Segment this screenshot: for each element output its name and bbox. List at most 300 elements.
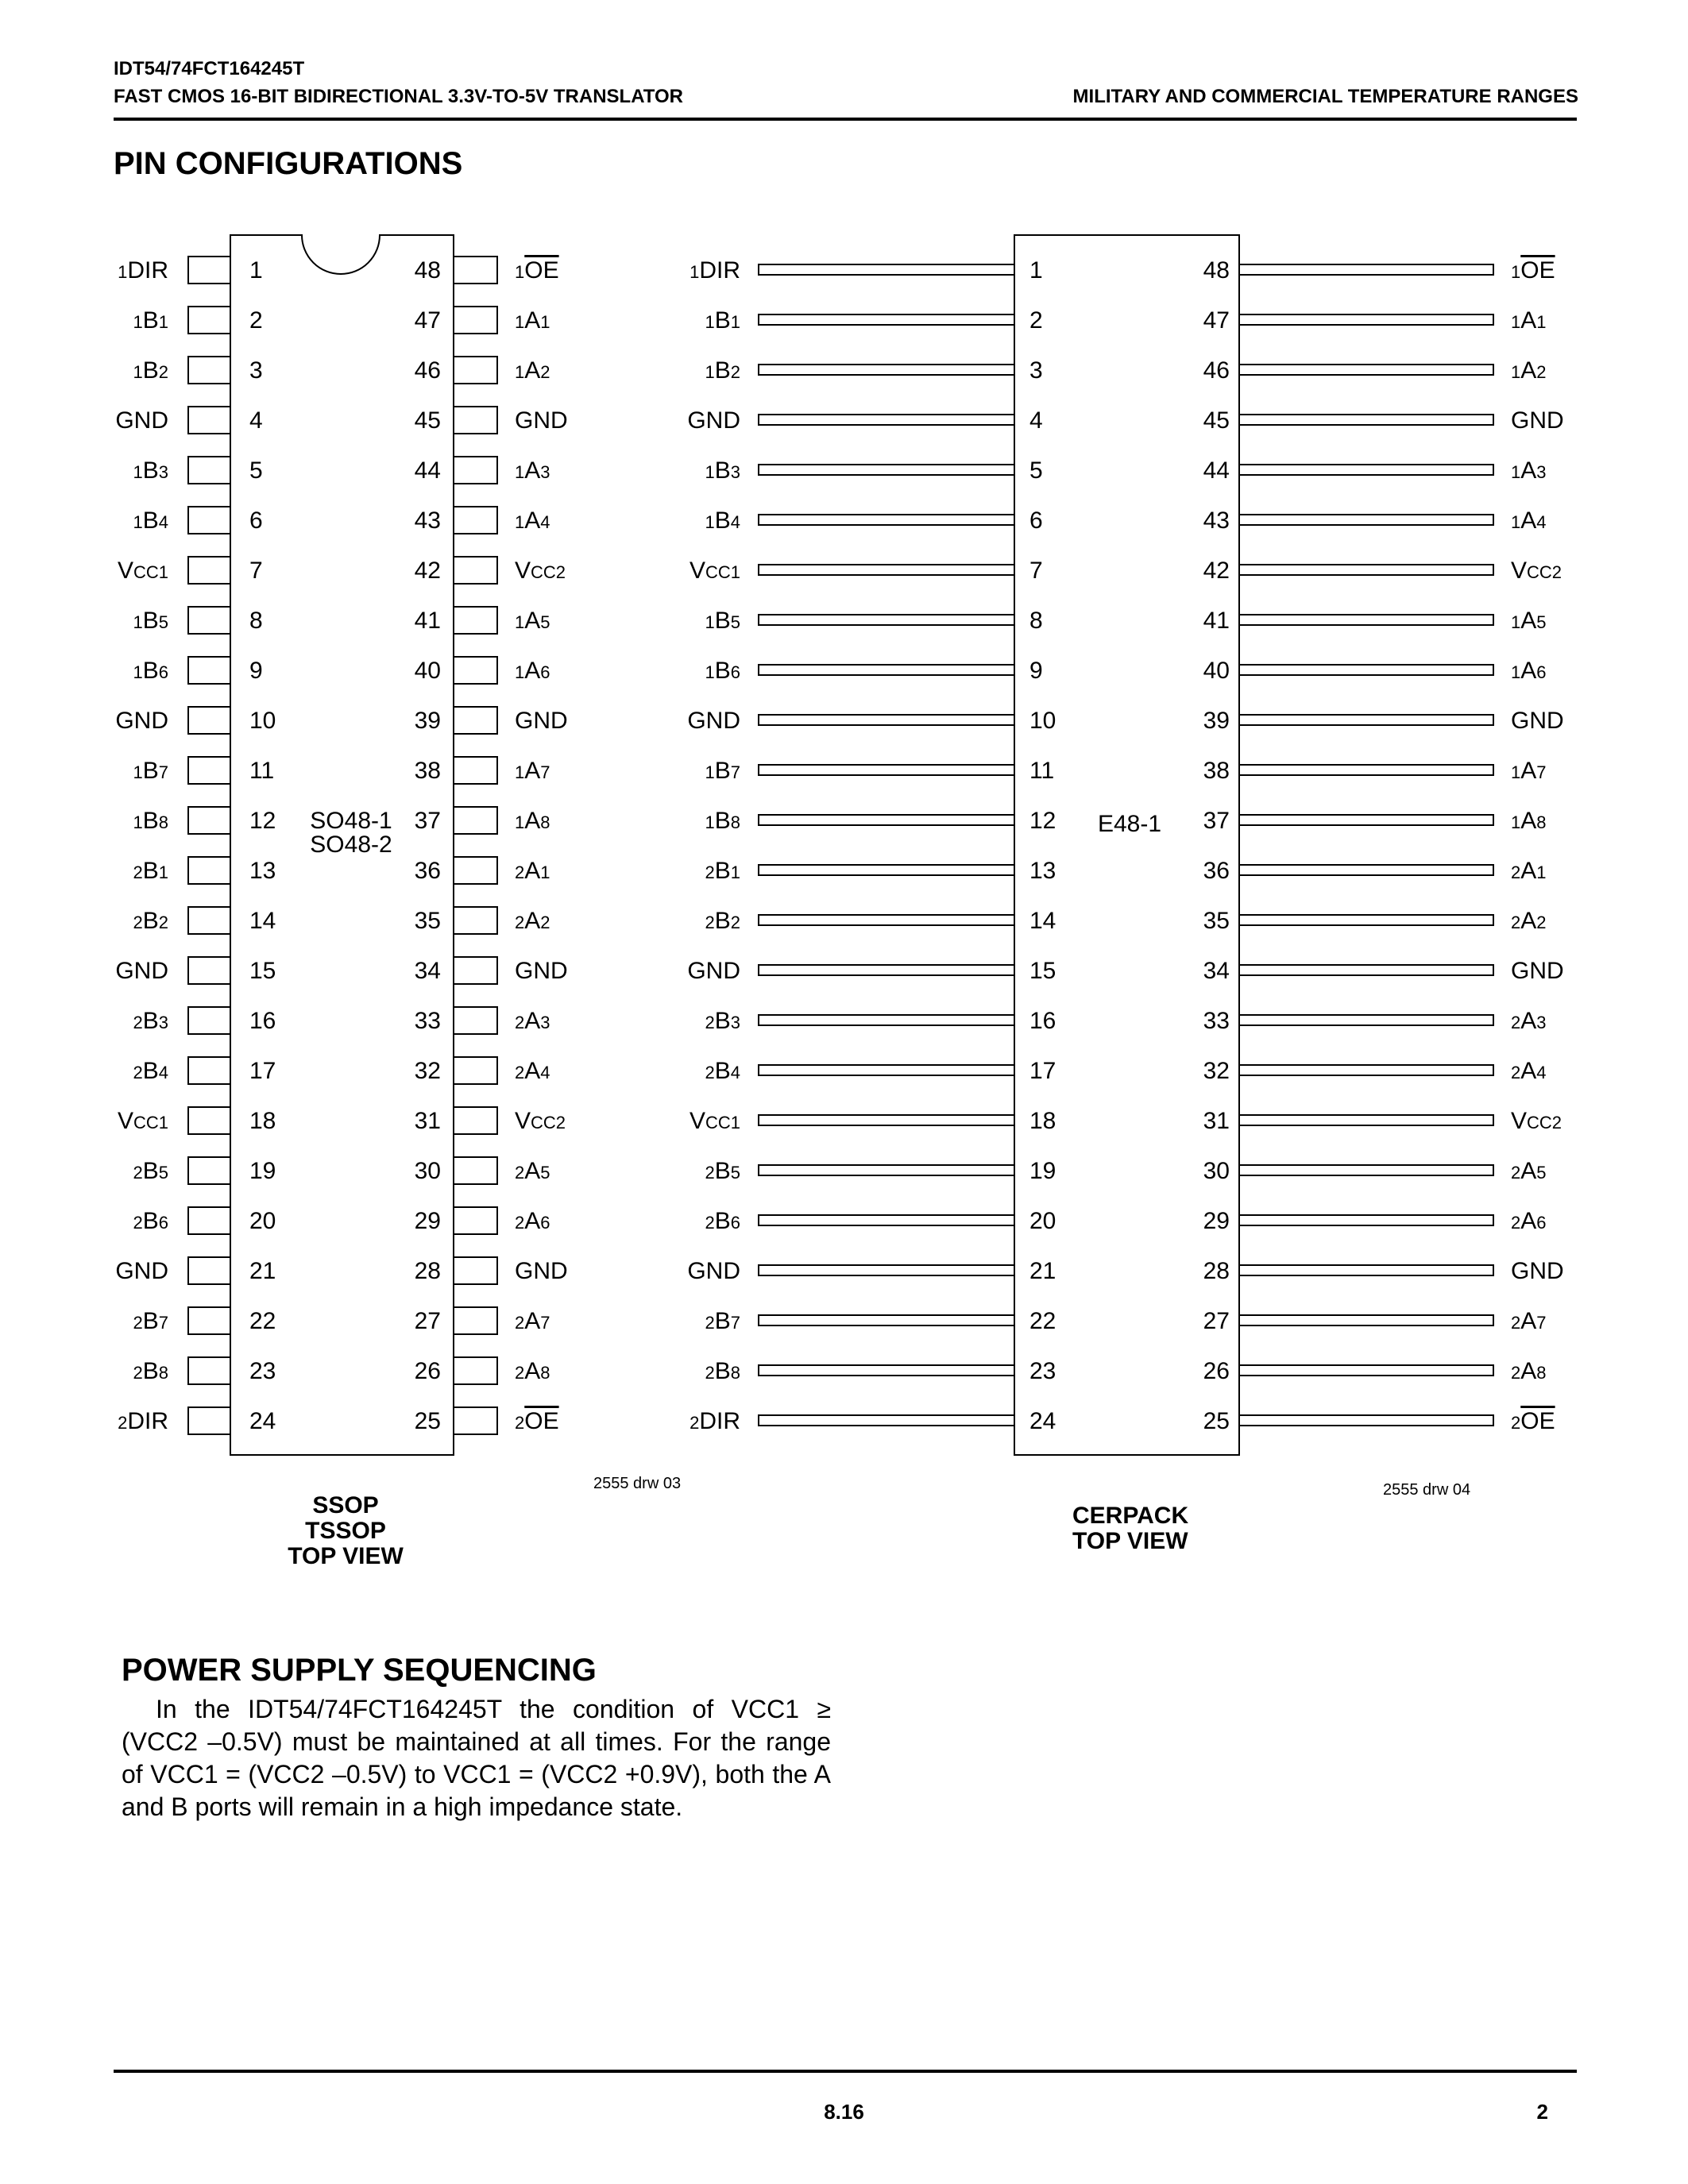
ssop-pin-number: 14 — [249, 908, 276, 934]
ssop-pin-stub — [188, 907, 230, 934]
ssop-pin-label: 1A7 — [515, 758, 550, 784]
cerpack-pin-label: 2A5 — [1511, 1158, 1547, 1184]
ssop-caption — [286, 1493, 405, 1569]
ssop-pin-number: 47 — [414, 307, 441, 334]
cerpack-pin-number: 28 — [1203, 1258, 1230, 1284]
ssop-pin-label: 2B2 — [133, 908, 168, 934]
cerpack-lead — [1239, 365, 1493, 375]
ssop-pin-label: VCC1 — [117, 1108, 168, 1134]
cerpack-lead — [1239, 715, 1493, 725]
cerpack-pin-number: 2 — [1029, 307, 1043, 334]
ssop-pin-number: 15 — [249, 958, 276, 984]
cerpack-pin-number: 48 — [1203, 257, 1230, 284]
ssop-pin-stub — [454, 1107, 497, 1134]
ssop-pin-number: 29 — [414, 1208, 441, 1234]
ssop-caption-line: TOP VIEW — [288, 1543, 404, 1569]
ssop-pin-number: 36 — [414, 858, 441, 884]
ssop-pin-label: 2B7 — [133, 1308, 168, 1334]
ssop-pin-stub — [188, 257, 230, 284]
ssop-pin-number: 10 — [249, 708, 276, 734]
cerpack-pin-label: 1B8 — [705, 808, 740, 834]
cerpack-pin-number: 34 — [1203, 958, 1230, 984]
ssop-pin-stub — [454, 357, 497, 384]
cerpack-lead — [759, 715, 1014, 725]
cerpack-pin-label: GND — [687, 958, 740, 984]
ssop-package-code: SO48-1 — [310, 808, 392, 834]
cerpack-pin-number: 32 — [1203, 1058, 1230, 1084]
cerpack-lead — [1239, 865, 1493, 875]
cerpack-pin-number: 46 — [1203, 357, 1230, 384]
cerpack-pin-label: 1B3 — [705, 457, 740, 484]
ssop-pin-stub — [188, 1257, 230, 1284]
ssop-pin-number: 24 — [249, 1408, 276, 1434]
ssop-pin-number: 46 — [414, 357, 441, 384]
cerpack-pin-label: 1B7 — [705, 758, 740, 784]
cerpack-pin-number: 35 — [1203, 908, 1230, 934]
cerpack-pin-label: 1DIR — [689, 257, 740, 284]
ssop-pin-number: 19 — [249, 1158, 276, 1184]
cerpack-pin-number: 26 — [1203, 1358, 1230, 1384]
ssop-pin-stub — [188, 507, 230, 534]
ssop-pin-number: 45 — [414, 407, 441, 434]
cerpack-lead — [1239, 915, 1493, 925]
ssop-pin-stub — [188, 1307, 230, 1334]
cerpack-pin-label: 1A2 — [1511, 357, 1547, 384]
ssop-pin-label: 1OE — [515, 257, 559, 284]
ssop-pin-number: 3 — [249, 357, 263, 384]
ssop-pin-stub — [454, 307, 497, 334]
ssop-pin-label: 2B4 — [133, 1058, 168, 1084]
cerpack-pin-label: GND — [1511, 708, 1564, 734]
cerpack-pin-label: GND — [687, 708, 740, 734]
cerpack-pin-label: 1A4 — [1511, 507, 1547, 534]
cerpack-pin-label: 2A1 — [1511, 858, 1547, 884]
cerpack-pin-label: 1A6 — [1511, 658, 1547, 684]
footer-page-number: 2 — [1536, 2100, 1548, 2124]
ssop-pin-number: 40 — [414, 658, 441, 684]
cerpack-pin-number: 23 — [1029, 1358, 1056, 1384]
ssop-pin-label: 2B5 — [133, 1158, 168, 1184]
cerpack-lead — [1239, 765, 1493, 775]
cerpack-lead — [759, 1215, 1014, 1225]
ssop-pin-label: GND — [115, 407, 168, 434]
ssop-pin-number: 21 — [249, 1258, 276, 1284]
cerpack-pin-label: 2B2 — [705, 908, 740, 934]
cerpack-pin-number: 24 — [1029, 1408, 1056, 1434]
cerpack-pin-label: 2B3 — [705, 1008, 740, 1034]
cerpack-pin-number: 45 — [1203, 407, 1230, 434]
cerpack-lead — [759, 865, 1014, 875]
cerpack-lead — [1239, 264, 1493, 275]
cerpack-pin-number: 16 — [1029, 1008, 1056, 1034]
cerpack-lead — [1239, 1365, 1493, 1376]
ssop-pin-number: 33 — [414, 1008, 441, 1034]
ssop-pin-label: GND — [515, 958, 568, 984]
ssop-pin-stub — [454, 907, 497, 934]
cerpack-pin-number: 20 — [1029, 1208, 1056, 1234]
ssop-pin-number: 41 — [414, 608, 441, 634]
ssop-pin-label: GND — [515, 708, 568, 734]
ssop-pin-number: 22 — [249, 1308, 276, 1334]
cerpack-pin-label: 1A1 — [1511, 307, 1547, 334]
cerpack-pin-label: 2OE — [1511, 1408, 1555, 1434]
ssop-pin-number: 43 — [414, 507, 441, 534]
ssop-pin-stub — [188, 957, 230, 984]
ssop-pin-label: 1B1 — [133, 307, 168, 334]
cerpack-pin-label: GND — [687, 407, 740, 434]
cerpack-package-code: E48-1 — [1097, 811, 1162, 837]
ssop-pin-label: GND — [115, 708, 168, 734]
ssop-pin-stub — [188, 1407, 230, 1434]
cerpack-lead — [1239, 515, 1493, 525]
ssop-pin-stub — [188, 707, 230, 734]
cerpack-pin-number: 39 — [1203, 708, 1230, 734]
ssop-pin-number: 28 — [414, 1258, 441, 1284]
cerpack-lead — [759, 1115, 1014, 1125]
ssop-pin-number: 17 — [249, 1058, 276, 1084]
ssop-pin-stub — [454, 1407, 497, 1434]
cerpack-pin-label: 1OE — [1511, 257, 1555, 284]
ssop-pin-stub — [454, 407, 497, 434]
ssop-pin-number: 18 — [249, 1108, 276, 1134]
ssop-pin-number: 13 — [249, 858, 276, 884]
ssop-pin-label: 2A6 — [515, 1208, 550, 1234]
cerpack-pin-label: 2B1 — [705, 858, 740, 884]
ssop-pin-stub — [454, 1057, 497, 1084]
ssop-pin-stub — [454, 1257, 497, 1284]
ssop-pin-number: 7 — [249, 558, 263, 584]
cerpack-pin-number: 8 — [1029, 608, 1043, 634]
cerpack-caption-line: CERPACK — [1072, 1503, 1189, 1529]
ssop-pin-stub — [454, 507, 497, 534]
ssop-caption-line: TSSOP — [305, 1518, 386, 1544]
cerpack-lead — [1239, 615, 1493, 625]
cerpack-pin-label: 2A4 — [1511, 1058, 1547, 1084]
cerpack-pin-number: 41 — [1203, 608, 1230, 634]
cerpack-lead — [759, 264, 1014, 275]
ssop-pin-label: 1B8 — [133, 808, 168, 834]
ssop-pin-stub — [454, 257, 497, 284]
ssop-pin-number: 5 — [249, 457, 263, 484]
cerpack-lead — [1239, 815, 1493, 825]
ssop-pin-stub — [188, 1157, 230, 1184]
cerpack-lead — [1239, 1415, 1493, 1426]
footer-rule — [114, 2070, 1577, 2073]
cerpack-lead — [759, 565, 1014, 575]
ssop-pin-number: 2 — [249, 307, 263, 334]
cerpack-lead — [759, 615, 1014, 625]
cerpack-pin-number: 6 — [1029, 507, 1043, 534]
ssop-pin-stub — [454, 557, 497, 584]
power-supply-text: In the IDT54/74FCT164245T the condition of VCC1 ≥ (VCC2 –0.5V) must be maintained at all times. For the range of VCC1 = (VCC2 –0.5V) to VCC1 = (VCC2 +0.9V), both the A and B ports will remain in a high impedance state. — [122, 1695, 831, 1821]
cerpack-lead — [1239, 965, 1493, 975]
cerpack-lead — [759, 515, 1014, 525]
cerpack-caption — [1072, 1503, 1188, 1554]
cerpack-lead — [759, 1165, 1014, 1175]
ssop-pin-stub — [188, 557, 230, 584]
cerpack-lead — [1239, 1215, 1493, 1225]
ssop-pin-stub — [188, 807, 230, 834]
ssop-caption-line: SSOP — [312, 1492, 379, 1518]
ssop-pin-number: 42 — [414, 558, 441, 584]
cerpack-lead — [759, 314, 1014, 325]
cerpack-lead — [1239, 665, 1493, 675]
ssop-drawing-ref: 2555 drw 03 — [593, 1475, 682, 1492]
ssop-package-code: SO48-2 — [310, 832, 392, 858]
cerpack-pin-label: 1B5 — [705, 608, 740, 634]
ssop-pin-label: GND — [515, 407, 568, 434]
ssop-pin-stub — [454, 607, 497, 634]
cerpack-pin-label: VCC1 — [689, 558, 740, 584]
cerpack-lead — [759, 1365, 1014, 1376]
ssop-pin-stub — [188, 1207, 230, 1234]
cerpack-lead — [1239, 1015, 1493, 1025]
ssop-pin-number: 20 — [249, 1208, 276, 1234]
cerpack-lead — [1239, 1315, 1493, 1325]
ssop-pin-number: 44 — [414, 457, 441, 484]
ssop-pin-number: 25 — [414, 1408, 441, 1434]
ssop-pin-stub — [188, 1057, 230, 1084]
cerpack-pin-label: 1B4 — [705, 507, 740, 534]
cerpack-lead — [759, 665, 1014, 675]
cerpack-pin-label: 2B6 — [705, 1208, 740, 1234]
cerpack-pin-number: 38 — [1203, 758, 1230, 784]
ssop-pin-label: 1A8 — [515, 808, 550, 834]
cerpack-pin-label: 1B6 — [705, 658, 740, 684]
cerpack-lead — [759, 1015, 1014, 1025]
ssop-pin-stub — [188, 457, 230, 484]
ssop-pin-stub — [188, 607, 230, 634]
ssop-pin-stub — [188, 407, 230, 434]
cerpack-pin-label: 2A7 — [1511, 1308, 1547, 1334]
cerpack-pin-number: 40 — [1203, 658, 1230, 684]
ssop-pin-stub — [188, 657, 230, 684]
power-supply-paragraph — [122, 1693, 831, 1823]
ssop-pin-number: 38 — [414, 758, 441, 784]
ssop-pin-stub — [454, 1007, 497, 1034]
ssop-pin-label: 2OE — [515, 1408, 559, 1434]
section-title-pin-configurations: PIN CONFIGURATIONS — [114, 146, 463, 181]
ssop-pin-stub — [188, 1357, 230, 1384]
cerpack-pin-label: VCC2 — [1511, 1108, 1562, 1134]
ssop-pin-number: 23 — [249, 1358, 276, 1384]
cerpack-lead — [759, 965, 1014, 975]
header-description: FAST CMOS 16-BIT BIDIRECTIONAL 3.3V-TO-5V TRANSLATOR — [114, 86, 683, 107]
ssop-pin-label: VCC1 — [117, 558, 168, 584]
ssop-pin-label: 2A8 — [515, 1358, 550, 1384]
ssop-pin-number: 4 — [249, 407, 263, 434]
cerpack-pin-number: 47 — [1203, 307, 1230, 334]
ssop-pin-label: 2B6 — [133, 1208, 168, 1234]
cerpack-pin-number: 4 — [1029, 407, 1043, 434]
ssop-pin-label: 2DIR — [118, 1408, 168, 1434]
ssop-pin-label: VCC2 — [515, 1108, 566, 1134]
header-part-number: IDT54/74FCT164245T — [114, 58, 305, 79]
ssop-pin-label: 1B7 — [133, 758, 168, 784]
cerpack-pin-label: VCC2 — [1511, 558, 1562, 584]
ssop-pin-label: 1A4 — [515, 507, 550, 534]
cerpack-pin-label: 2A3 — [1511, 1008, 1547, 1034]
cerpack-pin-label: 2A8 — [1511, 1358, 1547, 1384]
ssop-pin-stub — [454, 1357, 497, 1384]
ssop-pin-label: 1A2 — [515, 357, 550, 384]
ssop-pin-label: 1B4 — [133, 507, 168, 534]
cerpack-pin-number: 19 — [1029, 1158, 1056, 1184]
ssop-pin-stub — [188, 307, 230, 334]
cerpack-pin-label: GND — [1511, 1258, 1564, 1284]
cerpack-lead — [759, 415, 1014, 425]
cerpack-pin-number: 44 — [1203, 457, 1230, 484]
ssop-pin-label: 2B1 — [133, 858, 168, 884]
cerpack-pin-label: 1A7 — [1511, 758, 1547, 784]
cerpack-pin-label: 1B1 — [705, 307, 740, 334]
cerpack-pin-label: VCC1 — [689, 1108, 740, 1134]
ssop-pin-number: 27 — [414, 1308, 441, 1334]
cerpack-pin-number: 10 — [1029, 708, 1056, 734]
cerpack-pin-label: 2B4 — [705, 1058, 740, 1084]
ssop-pin-number: 12 — [249, 808, 276, 834]
cerpack-pin-number: 21 — [1029, 1258, 1056, 1284]
ssop-pin-label: 1A6 — [515, 658, 550, 684]
cerpack-pin-label: 2DIR — [689, 1408, 740, 1434]
ssop-pin-label: 1B5 — [133, 608, 168, 634]
cerpack-pin-label: GND — [1511, 958, 1564, 984]
ssop-pin-label: VCC2 — [515, 558, 566, 584]
cerpack-pin-number: 29 — [1203, 1208, 1230, 1234]
ssop-pin-number: 48 — [414, 257, 441, 284]
cerpack-lead — [1239, 1265, 1493, 1275]
cerpack-lead — [759, 1265, 1014, 1275]
cerpack-lead — [1239, 314, 1493, 325]
cerpack-lead — [1239, 415, 1493, 425]
ssop-pin-label: 1B2 — [133, 357, 168, 384]
ssop-pin-stub — [454, 1207, 497, 1234]
ssop-pin-stub — [454, 657, 497, 684]
ssop-pin-number: 1 — [249, 257, 263, 284]
cerpack-pin-number: 7 — [1029, 558, 1043, 584]
cerpack-pin-number: 9 — [1029, 658, 1043, 684]
ssop-pin-number: 26 — [414, 1358, 441, 1384]
cerpack-pin-number: 14 — [1029, 908, 1056, 934]
header-temperature-ranges: MILITARY AND COMMERCIAL TEMPERATURE RANGES — [1072, 86, 1578, 107]
cerpack-pin-number: 30 — [1203, 1158, 1230, 1184]
cerpack-pin-label: 2A2 — [1511, 908, 1547, 934]
cerpack-lead — [759, 1065, 1014, 1075]
cerpack-pin-number: 36 — [1203, 858, 1230, 884]
ssop-pin-label: 1A5 — [515, 608, 550, 634]
ssop-pin-number: 16 — [249, 1008, 276, 1034]
ssop-pin-stub — [454, 1307, 497, 1334]
cerpack-lead — [759, 765, 1014, 775]
ssop-pin-stub — [188, 357, 230, 384]
cerpack-lead — [759, 1315, 1014, 1325]
ssop-pin-label: 1A3 — [515, 457, 550, 484]
cerpack-pin-number: 5 — [1029, 457, 1043, 484]
ssop-pin-number: 6 — [249, 507, 263, 534]
cerpack-lead — [759, 1415, 1014, 1426]
cerpack-lead — [1239, 465, 1493, 475]
cerpack-pin-label: 2B5 — [705, 1158, 740, 1184]
cerpack-pin-number: 43 — [1203, 507, 1230, 534]
cerpack-lead — [759, 465, 1014, 475]
cerpack-lead — [759, 915, 1014, 925]
ssop-pin-label: 2A1 — [515, 858, 550, 884]
cerpack-lead — [1239, 1065, 1493, 1075]
ssop-pin-stub — [188, 1107, 230, 1134]
ssop-pin-label: 2A3 — [515, 1008, 550, 1034]
cerpack-pin-number: 3 — [1029, 357, 1043, 384]
ssop-pin-stub — [454, 707, 497, 734]
ssop-pin-label: 1B3 — [133, 457, 168, 484]
ssop-pin-label: 2B3 — [133, 1008, 168, 1034]
ssop-pin-stub — [188, 857, 230, 884]
cerpack-pin-number: 18 — [1029, 1108, 1056, 1134]
ssop-pin-label: 2B8 — [133, 1358, 168, 1384]
ssop-pin-label: 2A4 — [515, 1058, 550, 1084]
ssop-pin-stub — [188, 1007, 230, 1034]
ssop-pin-number: 34 — [414, 958, 441, 984]
cerpack-pin-number: 42 — [1203, 558, 1230, 584]
cerpack-lead — [759, 365, 1014, 375]
ssop-pin-stub — [454, 1157, 497, 1184]
cerpack-pin-label: 2A6 — [1511, 1208, 1547, 1234]
cerpack-pin-number: 12 — [1029, 808, 1056, 834]
ssop-pin-stub — [454, 807, 497, 834]
ssop-pin-number: 37 — [414, 808, 441, 834]
cerpack-pin-number: 13 — [1029, 858, 1056, 884]
ssop-pin-label: 2A5 — [515, 1158, 550, 1184]
cerpack-pin-label: 1A3 — [1511, 457, 1547, 484]
cerpack-pin-number: 17 — [1029, 1058, 1056, 1084]
ssop-pin-number: 9 — [249, 658, 263, 684]
ssop-pin-label: 1DIR — [118, 257, 168, 284]
ssop-pin-label: 2A2 — [515, 908, 550, 934]
ssop-pin-stub — [188, 757, 230, 784]
cerpack-pin-number: 31 — [1203, 1108, 1230, 1134]
cerpack-lead — [1239, 1115, 1493, 1125]
cerpack-pin-label: 1B2 — [705, 357, 740, 384]
cerpack-pin-number: 15 — [1029, 958, 1056, 984]
cerpack-drawing-ref: 2555 drw 04 — [1383, 1481, 1471, 1499]
cerpack-pin-number: 25 — [1203, 1408, 1230, 1434]
cerpack-lead — [1239, 1165, 1493, 1175]
ssop-pin-number: 31 — [414, 1108, 441, 1134]
ssop-pin-stub — [454, 457, 497, 484]
ssop-pin-label: 1A1 — [515, 307, 550, 334]
ssop-pin-stub — [454, 957, 497, 984]
cerpack-pin-number: 37 — [1203, 808, 1230, 834]
ssop-pin-label: GND — [515, 1258, 568, 1284]
ssop-pin-label: GND — [115, 1258, 168, 1284]
ssop-pin-label: GND — [115, 958, 168, 984]
ssop-pin-number: 32 — [414, 1058, 441, 1084]
ssop-pin-number: 30 — [414, 1158, 441, 1184]
cerpack-lead — [1239, 565, 1493, 575]
cerpack-pin-label: 1A5 — [1511, 608, 1547, 634]
ssop-pin-number: 35 — [414, 908, 441, 934]
ssop-pin-label: 1B6 — [133, 658, 168, 684]
cerpack-pin-label: GND — [687, 1258, 740, 1284]
ssop-pin-number: 11 — [249, 758, 275, 784]
ssop-pin-number: 8 — [249, 608, 263, 634]
cerpack-pin-label: GND — [1511, 407, 1564, 434]
footer-section-number: 8.16 — [824, 2100, 864, 2124]
section-title-power-supply: POWER SUPPLY SEQUENCING — [122, 1653, 597, 1688]
cerpack-pin-label: 1A8 — [1511, 808, 1547, 834]
ssop-pin-number: 39 — [414, 708, 441, 734]
cerpack-pin-number: 22 — [1029, 1308, 1056, 1334]
cerpack-pin-number: 11 — [1029, 758, 1055, 784]
